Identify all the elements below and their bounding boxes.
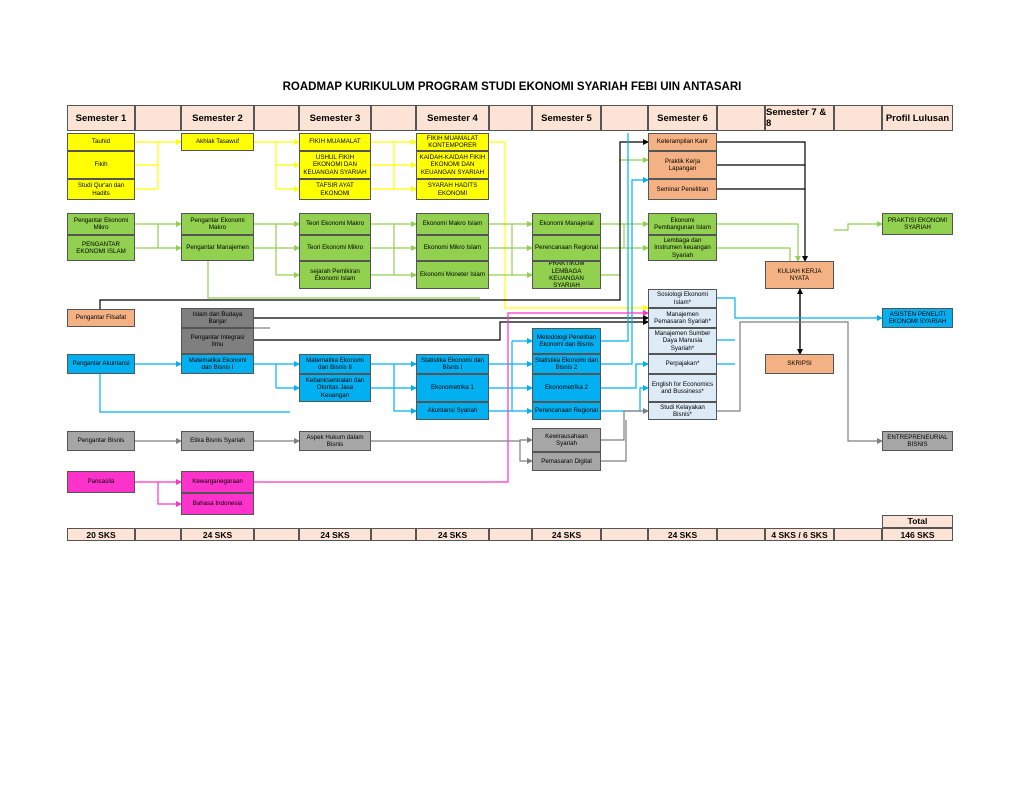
course-ushul-fikih: USHUL FIKIH EKONOMI DAN KEUANGAN SYARIAH	[299, 151, 371, 179]
footer-gap-cell	[135, 528, 181, 541]
course-etika-bisnis-syariah: Etika Bisnis Syariah	[181, 431, 254, 451]
course-skripsi: SKRIPSI	[765, 354, 834, 374]
header-semester-4: Semester 4	[416, 105, 489, 131]
course-statistika-1: Statistika Ekonomi dan Bisnis I	[416, 354, 489, 374]
course-pancasila: Pancasila	[67, 471, 135, 493]
course-ekonomi-makro-islam: Ekonomi Makro Islam	[416, 213, 489, 235]
connector-line	[601, 180, 648, 364]
course-studi-kelayakan-bisnis: Studi Kelayakan Bisnis*	[648, 402, 717, 420]
course-teori-ekonomi-makro: Teori Ekonomi Makro	[299, 213, 371, 235]
profil-praktisi-ekonomi-syariah: PRAKTISI EKONOMI SYARIAH	[882, 213, 953, 235]
course-sosiologi-ekonomi-islam: Sosiologi Ekonomi Islam*	[648, 289, 717, 308]
course-tafsir-ayat-ekonomi: TAFSIR AYAT EKONOMI	[299, 179, 371, 200]
course-sejarah-pemikiran-ekonomi-islam: sejarah Pemikiran Ekonomi Islam	[299, 261, 371, 289]
course-pengantar-bisnis: Pengantar Bisnis	[67, 431, 135, 451]
course-metodologi-penelitian: Metodologi Penelitian Ekonomi dan Bisnis	[532, 328, 601, 354]
total-label: Total	[882, 515, 953, 528]
connector-line	[717, 142, 805, 261]
course-kewirausahaan-syariah: Kewirausahaan Syariah	[532, 428, 601, 452]
course-ekonomi-mikro-islam: Ekonomi Mikro Islam	[416, 235, 489, 261]
course-perpajakan: Perpajakan*	[648, 354, 717, 374]
connector-line	[100, 374, 290, 412]
course-teori-ekonomi-mikro: Teori Ekonomi Mikro	[299, 235, 371, 261]
course-pengantar-ekonomi-islam: PENGANTAR EKONOMI ISLAM	[67, 235, 135, 261]
profil-asisten-peneliti: ASISTEN PENELITI EKONOMI SYARIAH	[882, 308, 953, 328]
course-manajemen-pemasaran-syariah: Manajemen Pemasaran Syariah*	[648, 308, 717, 328]
footer-sks-semester-2: 24 SKS	[181, 528, 254, 541]
connector-line	[135, 482, 181, 504]
page-title: ROADMAP KURIKULUM PROGRAM STUDI EKONOMI SYARIAH FEBI UIN ANTASARI	[282, 81, 742, 93]
footer-sks-semester-1: 20 SKS	[67, 528, 135, 541]
course-kaidah-fikih: KAIDAH-KAIDAH FIKIH EKONOMI DAN KEUANGAN SYARIAH	[416, 151, 489, 179]
course-fikih-muamalat-kontemporer: FIKIH MUAMALAT KONTEMPORER	[416, 133, 489, 151]
footer-gap-cell	[489, 528, 532, 541]
course-akhlak-tasawuf: Akhlak Tasawuf	[181, 133, 254, 151]
connector-line	[601, 364, 648, 388]
connector-line	[601, 388, 648, 411]
footer-gap-cell	[834, 528, 882, 541]
footer-sks-semester-3: 24 SKS	[299, 528, 371, 541]
course-keterampilan-karir: Keterampilan Karir	[648, 133, 717, 151]
course-praktik-kerja-lapangan: Praktik Kerja Lapangan	[648, 151, 717, 179]
course-syarah-hadits-ekonomi: SYARAH HADITS EKONOMI	[416, 179, 489, 200]
course-ekonomi-moneter-islam: Ekonomi Moneter Islam	[416, 261, 489, 289]
profil-entrepreneurial-bisnis: ENTREPRENEURIAL BISNIS	[882, 431, 953, 451]
footer-gap-cell	[254, 528, 299, 541]
footer-sks-semester-6: 24 SKS	[648, 528, 717, 541]
course-statistika-2: Statistika Ekonomi dan Bisnis 2	[532, 354, 601, 374]
course-perencanaan-regional-green: Perencanaan Regional	[532, 235, 601, 261]
connector-line	[717, 248, 790, 261]
course-pemasaran-digital: Pemasaran Digital	[532, 452, 601, 471]
course-ekonomi-pembangunan-islam: Ekonomi Pembangunan Islam	[648, 213, 717, 235]
footer-sks-semester-4: 24 SKS	[416, 528, 489, 541]
header-semester-5: Semester 5	[532, 105, 601, 131]
course-studi-quran-hadits: Studi Qur'an dan Hadits	[67, 179, 135, 200]
header-semester-6: Semester 6	[648, 105, 717, 131]
connector-line	[520, 441, 532, 461]
header-semester-1: Semester 1	[67, 105, 135, 131]
course-lembaga-instrumen-keuangan: Lembaga dan Instrumen keuangan Syariah	[648, 235, 717, 261]
header-semester-2: Semester 2	[181, 105, 254, 131]
course-tauhid: Tauhid	[67, 133, 135, 151]
connector-line	[834, 224, 882, 230]
header-profil-lulusan: Profil Lulusan	[882, 105, 953, 131]
connector-line	[601, 160, 648, 275]
course-english-economics-business: English for Economics and Bussiness*	[648, 374, 717, 402]
course-fikih: Fikih	[67, 151, 135, 179]
course-islam-budaya-banjar: Islam dan Budaya Banjar	[181, 308, 254, 328]
course-aspek-hukum-bisnis: Aspek Hukum dalam Bisnis	[299, 431, 371, 451]
course-matematika-ekonomi-1: Matematika Ekonomi dan Bisnis I	[181, 354, 254, 374]
course-kewarganegaraan: Kewarganegaraan	[181, 471, 254, 493]
footer-gap-cell	[717, 528, 765, 541]
course-pengantar-integrasi-ilmu: Pengantar Integrasi Ilmu	[181, 328, 254, 354]
course-perencanaan-regional-blue: Perencanaan Regional	[532, 402, 601, 420]
course-ekonomi-manajerial: Ekonomi Manajerial	[532, 213, 601, 235]
course-manajemen-sdm-syariah: Manajemen Sumber Daya Manusia Syariah*	[648, 328, 717, 354]
course-seminar-penelitian: Seminar Penelitian	[648, 179, 717, 200]
course-fikih-muamalat: FIKIH MUAMALAT	[299, 133, 371, 151]
course-bahasa-indonesia: Bahasa Indonesia	[181, 493, 254, 515]
course-akuntansi-syariah: Akuntansi Syariah	[416, 402, 489, 420]
header-semester-7-8: Semester 7 & 8	[765, 105, 834, 131]
course-pengantar-manajemen: Pengantar Manajemen	[181, 235, 254, 261]
footer-gap-cell	[601, 528, 648, 541]
connector-line	[717, 224, 798, 261]
course-praktikum-lembaga-keuangan: PRAKTIKUM LEMBAGA KEUANGAN SYARIAH	[532, 261, 601, 289]
course-ekonometrika-2: Ekonometrika 2	[532, 374, 601, 402]
footer-sks-semester-7-8: 4 SKS / 6 SKS	[765, 528, 834, 541]
footer-gap-cell	[371, 528, 416, 541]
course-kebanksentralan: Kebanksentralan dan Otoritas Jasa Keuangan	[299, 374, 371, 402]
course-kuliah-kerja-nyata: KULIAH KERJA NYATA	[765, 261, 834, 289]
course-pengantar-akuntansi: Pengantar Akuntansi	[67, 354, 135, 374]
connector-line	[601, 411, 648, 440]
course-pengantar-filsafat: Pengantar Filsafat	[67, 309, 135, 327]
footer-sks-semester-5: 24 SKS	[532, 528, 601, 541]
course-ekonometrika-1: Ekonometrika 1	[416, 374, 489, 402]
course-matematika-ekonomi-2: Matematika Ekonomi dan Bisnis II	[299, 354, 371, 374]
header-semester-3: Semester 3	[299, 105, 371, 131]
course-pengantar-ekonomi-mikro: Pengantar Ekonomi Mikro	[67, 213, 135, 235]
footer-sks-total: 146 SKS	[882, 528, 953, 541]
course-pengantar-ekonomi-makro: Pengantar Ekonomi Makro	[181, 213, 254, 235]
